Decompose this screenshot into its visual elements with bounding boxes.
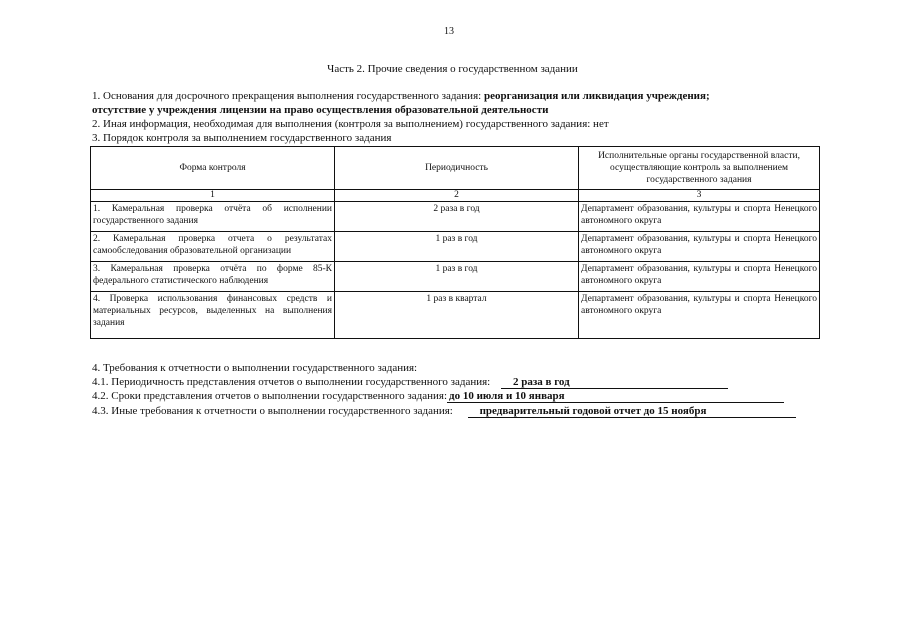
table-row — [91, 232, 820, 262]
section-4-3-label: 4.3. Иные требования к отчетности о выполнении государственного задания: — [92, 405, 453, 417]
row-period-cell: 1 раз в год — [335, 232, 579, 262]
column-number-3: 3 — [579, 190, 820, 202]
page-number: 13 — [444, 26, 454, 37]
section-4-2-value: до 10 июля и 10 января — [447, 390, 784, 403]
row-organ-cell: Департамент образования, культуры и спорта Ненецкого автономного округа — [579, 262, 820, 292]
section-1-bold-2: отсутствие у учреждения лицензии на право осуществления образовательной деятельности — [92, 104, 549, 116]
header-period: Периодичность — [335, 147, 579, 190]
section-2-line: 2. Иная информация, необходимая для выполнения (контроля за выполнением) государственного задания: нет — [92, 118, 609, 130]
row-form-cell: 4. Проверка использования финансовых средств и материальных ресурсов, выделенных на выполнения задания — [91, 292, 335, 339]
table-row — [91, 202, 820, 232]
row-period-cell: 2 раза в год — [335, 202, 579, 232]
section-4-1-label: 4.1. Периодичность представления отчетов о выполнении государственного задания: — [92, 376, 491, 388]
part-title: Часть 2. Прочие сведения о государственном задании — [327, 63, 578, 75]
section-4-2-label: 4.2. Сроки представления отчетов о выполнении государственного задания: — [92, 390, 448, 402]
header-form: Форма контроля — [91, 147, 335, 190]
row-form-cell: 1. Камеральная проверка отчёта об исполнении государственного задания — [91, 202, 335, 232]
table-row — [91, 262, 820, 292]
section-4-2-line — [92, 390, 784, 403]
section-4-3-value: предварительный годовой отчет до 15 ноября — [468, 405, 796, 418]
section-1-line — [92, 90, 710, 102]
column-number-1: 1 — [91, 190, 335, 202]
header-organ: Исполнительные органы государственной власти, осуществляющие контроль за выполнением государственного задания — [579, 147, 820, 190]
section-4-1-value: 2 раза в год — [501, 376, 728, 389]
table-header-row — [91, 147, 820, 190]
row-organ-cell: Департамент образования, культуры и спорта Ненецкого автономного округа — [579, 232, 820, 262]
table-row — [91, 292, 820, 339]
table-number-row — [91, 190, 820, 202]
control-table — [90, 146, 820, 339]
section-4-1-line — [92, 376, 728, 389]
row-organ-cell: Департамент образования, культуры и спорта Ненецкого автономного округа — [579, 292, 820, 339]
section-1-prefix: 1. Основания для досрочного прекращения выполнения государственного задания: — [92, 90, 484, 102]
section-4-3-line — [92, 405, 796, 418]
column-number-2: 2 — [335, 190, 579, 202]
row-form-cell: 2. Камеральная проверка отчета о результатах самообследования образовательной организации — [91, 232, 335, 262]
row-organ-cell: Департамент образования, культуры и спорта Ненецкого автономного округа — [579, 202, 820, 232]
section-4-title: 4. Требования к отчетности о выполнении государственного задания: — [92, 362, 418, 374]
section-3-line: 3. Порядок контроля за выполнением государственного задания — [92, 132, 392, 144]
row-period-cell: 1 раз в год — [335, 262, 579, 292]
section-1-bold-1: реорганизация или ликвидация учреждения; — [483, 90, 710, 102]
row-form-cell: 3. Камеральная проверка отчёта по форме 85-К федерального статистического наблюдения — [91, 262, 335, 292]
row-period-cell: 1 раз в квартал — [335, 292, 579, 339]
